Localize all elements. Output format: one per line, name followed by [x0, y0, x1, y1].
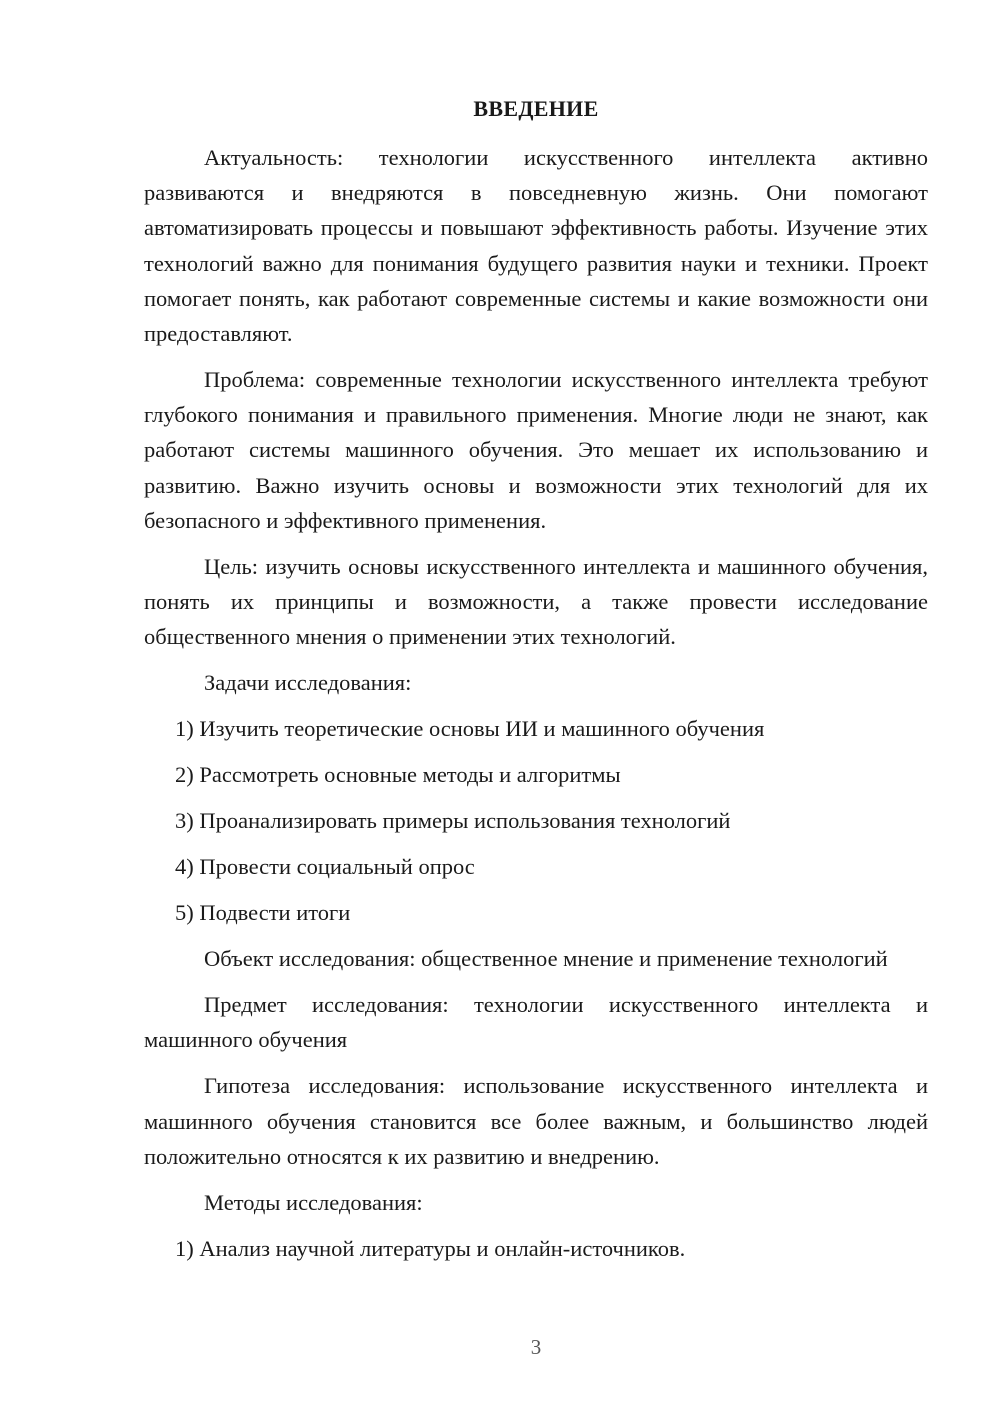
document-body: [144, 140, 928, 1277]
method-item: 1) Анализ научной литературы и онлайн-источников.: [175, 1235, 686, 1261]
task-item: 5) Подвести итоги: [175, 900, 351, 926]
task-item: 3) Проанализировать примеры использования технологий: [175, 808, 731, 834]
task-item: 1) Изучить теоретические основы ИИ и машинного обучения: [175, 716, 765, 742]
document-page: [144, 0, 928, 1414]
relevance-paragraph: Актуальность: технологии искусственного интеллекта активно развиваются и внедряются в повседневную жизнь. Они помогают автоматизировать процессы и повышают эффективность работы. Изучение этих технологий важно для понимания будущего развития науки и техники. Проект помогает понять, как работают современные системы и какие возможности они предоставляют.: [144, 145, 928, 347]
subject-paragraph: Предмет исследования: технологии искусственного интеллекта и машинного обучения: [144, 992, 928, 1053]
problem-paragraph: Проблема: современные технологии искусственного интеллекта требуют глубокого понимания и правильного применения. Многие люди не знают, как работают системы машинного обучения. Это мешает их использованию и развитию. Важно изучить основы и возможности этих технологий для их безопасного и эффективного применения.: [144, 367, 928, 533]
object-paragraph: Объект исследования: общественное мнение и применение технологий: [204, 946, 888, 972]
page-heading: ВВЕДЕНИЕ: [473, 96, 599, 121]
task-item: 2) Рассмотреть основные методы и алгоритмы: [175, 762, 621, 788]
task-item: 4) Провести социальный опрос: [175, 854, 475, 880]
tasks-title: Задачи исследования:: [204, 670, 412, 696]
hypothesis-paragraph: Гипотеза исследования: использование искусственного интеллекта и машинного обучения становится все более важным, и большинство людей положительно относятся к их развитию и внедрению.: [144, 1073, 928, 1169]
methods-title: Методы исследования:: [204, 1189, 423, 1215]
goal-paragraph: Цель: изучить основы искусственного интеллекта и машинного обучения, понять их принципы и возможности, а также провести исследование общественного мнения о применении этих технологий.: [144, 553, 928, 650]
page-number: 3: [530, 1335, 542, 1359]
